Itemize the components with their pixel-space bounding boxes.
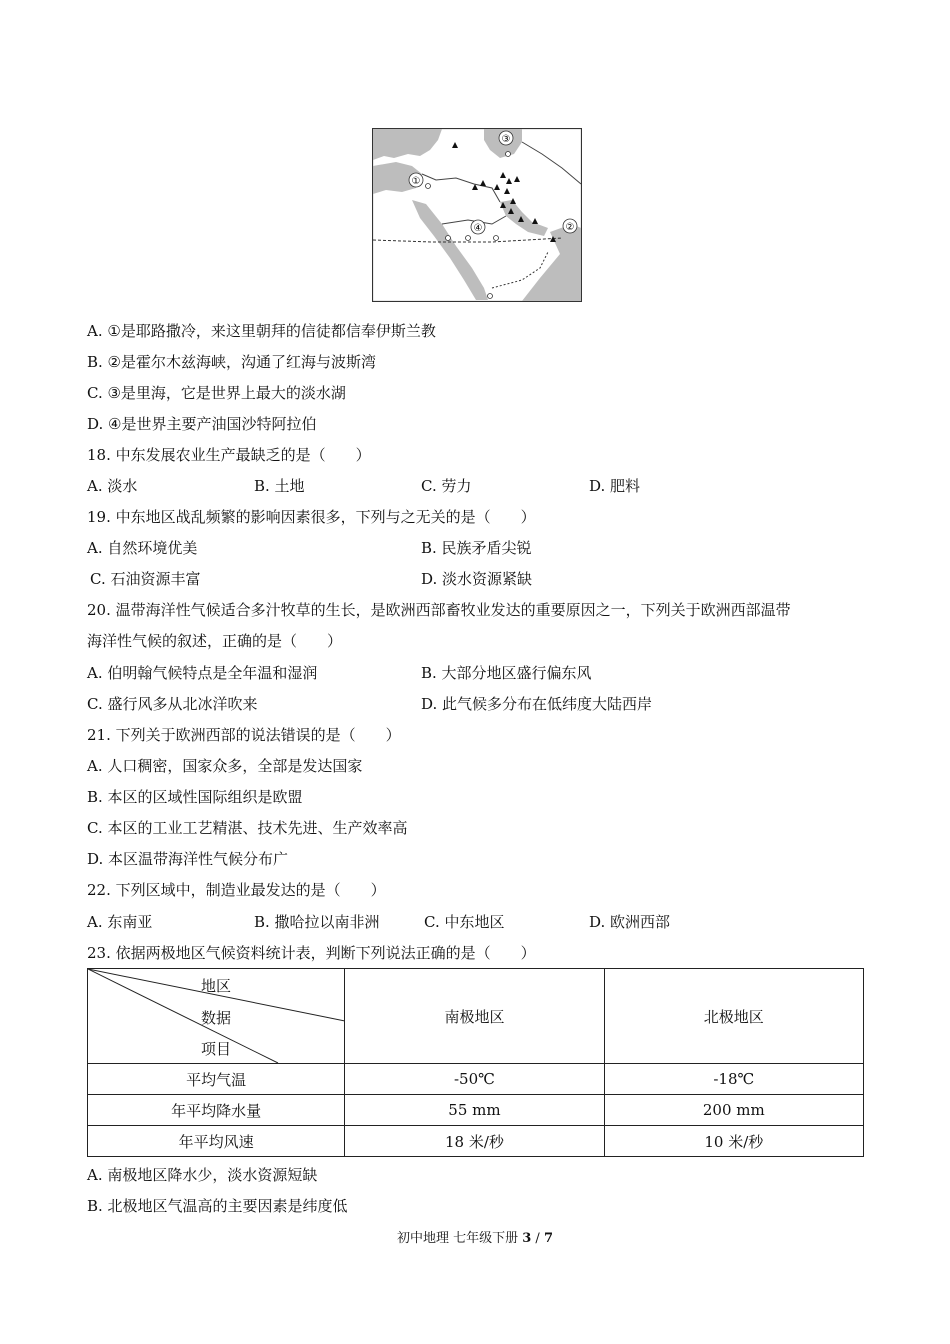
q19-option-c: C. 石油资源丰富 (90, 570, 201, 588)
svg-text:④: ④ (473, 223, 483, 234)
table-row (88, 1095, 864, 1126)
q17-option-b: B. ②是霍尔木兹海峡，沟通了红海与波斯湾 (87, 353, 377, 371)
q21-option-c: C. 本区的工业工艺精湛、技术先进、生产效率高 (87, 819, 408, 837)
q17-option-a: A. ①是耶路撒冷，来这里朝拜的信徒都信奉伊斯兰教 (87, 322, 436, 340)
polar-climate-table (87, 968, 864, 1157)
q23-option-b: B. 北极地区气温高的主要因素是纬度低 (87, 1197, 348, 1215)
corner-label-data: 数据 (201, 1009, 232, 1027)
q21-option-a: A. 人口稠密，国家众多，全部是发达国家 (87, 757, 363, 775)
q19-option-d: D. 淡水资源紧缺 (421, 570, 533, 588)
q22-option-c: C. 中东地区 (424, 913, 505, 931)
q18-option-c: C. 劳力 (421, 477, 472, 495)
svg-text:①: ① (411, 176, 421, 187)
footer-text: 初中地理 七年级下册 (396, 1231, 523, 1246)
q20-option-d: D. 此气候多分布在低纬度大陆西岸 (421, 695, 653, 713)
q20-stem-line-2: 海洋性气候的叙述，正确的是（ ） (87, 632, 343, 650)
footer-page-number: 3 (522, 1231, 532, 1246)
table-row (88, 1064, 864, 1095)
svg-text:③: ③ (501, 134, 511, 145)
q21-stem: 21. 下列关于欧洲西部的说法错误的是（ ） (87, 726, 401, 744)
q20-option-c: C. 盛行风多从北冰洋吹来 (87, 695, 258, 713)
footer-total-pages: 7 (543, 1231, 553, 1246)
table-header-row (88, 969, 864, 1064)
table-cell: 55 mm (345, 1095, 604, 1126)
q22-option-a: A. 东南亚 (87, 913, 153, 931)
table-cell: 200 mm (604, 1095, 863, 1126)
table-cell: -18℃ (604, 1064, 863, 1095)
svg-text:②: ② (565, 222, 575, 233)
q23-option-a: A. 南极地区降水少，淡水资源短缺 (87, 1166, 318, 1184)
table-corner-cell (88, 969, 345, 1064)
footer-separator: / (531, 1231, 544, 1246)
q17-option-c: C. ③是里海，它是世界上最大的淡水湖 (87, 384, 346, 402)
table-row-label: 年平均风速 (88, 1126, 345, 1157)
map-svg (372, 128, 582, 302)
q18-option-b: B. 土地 (254, 477, 305, 495)
q22-option-d: D. 欧洲西部 (589, 913, 671, 931)
q23-stem: 23. 依据两极地区气候资料统计表，判断下列说法正确的是（ ） (87, 944, 536, 962)
map-label-3 (499, 131, 513, 145)
q19-option-b: B. 民族矛盾尖锐 (421, 539, 532, 557)
q19-stem: 19. 中东地区战乱频繁的影响因素很多，下列与之无关的是（ ） (87, 508, 536, 526)
middle-east-map (372, 128, 582, 302)
map-label-2 (563, 219, 577, 233)
q19-option-a: A. 自然环境优美 (87, 539, 198, 557)
table-row-label: 平均气温 (88, 1064, 345, 1095)
table-cell: 18 米/秒 (345, 1126, 604, 1157)
map-label-1 (409, 173, 423, 187)
map-label-4 (471, 220, 485, 234)
q18-option-a: A. 淡水 (87, 477, 138, 495)
q22-option-b: B. 撒哈拉以南非洲 (254, 913, 380, 931)
q20-stem-line-1: 20. 温带海洋性气候适合多汁牧草的生长，是欧洲西部畜牧业发达的重要原因之一，下列关于欧洲西部温带 (87, 601, 791, 619)
q20-option-a: A. 伯明翰气候特点是全年温和湿润 (87, 664, 318, 682)
page-footer (0, 1227, 950, 1246)
diagonal-header (88, 969, 344, 1063)
corner-label-region: 地区 (201, 977, 232, 995)
corner-label-item: 项目 (201, 1040, 232, 1058)
q18-stem: 18. 中东发展农业生产最缺乏的是（ ） (87, 446, 371, 464)
table-cell: 10 米/秒 (604, 1126, 863, 1157)
table-row (88, 1126, 864, 1157)
q20-option-b: B. 大部分地区盛行偏东风 (421, 664, 592, 682)
q22-stem: 22. 下列区域中，制造业最发达的是（ ） (87, 881, 386, 899)
table-row-label: 年平均降水量 (88, 1095, 345, 1126)
q18-option-d: D. 肥料 (589, 477, 641, 495)
table-column-header: 北极地区 (604, 969, 863, 1064)
q21-option-b: B. 本区的区域性国际组织是欧盟 (87, 788, 303, 806)
table-cell: -50℃ (345, 1064, 604, 1095)
q21-option-d: D. 本区温带海洋性气候分布广 (87, 850, 289, 868)
q17-option-d: D. ④是世界主要产油国沙特阿拉伯 (87, 415, 317, 433)
table-column-header: 南极地区 (345, 969, 604, 1064)
